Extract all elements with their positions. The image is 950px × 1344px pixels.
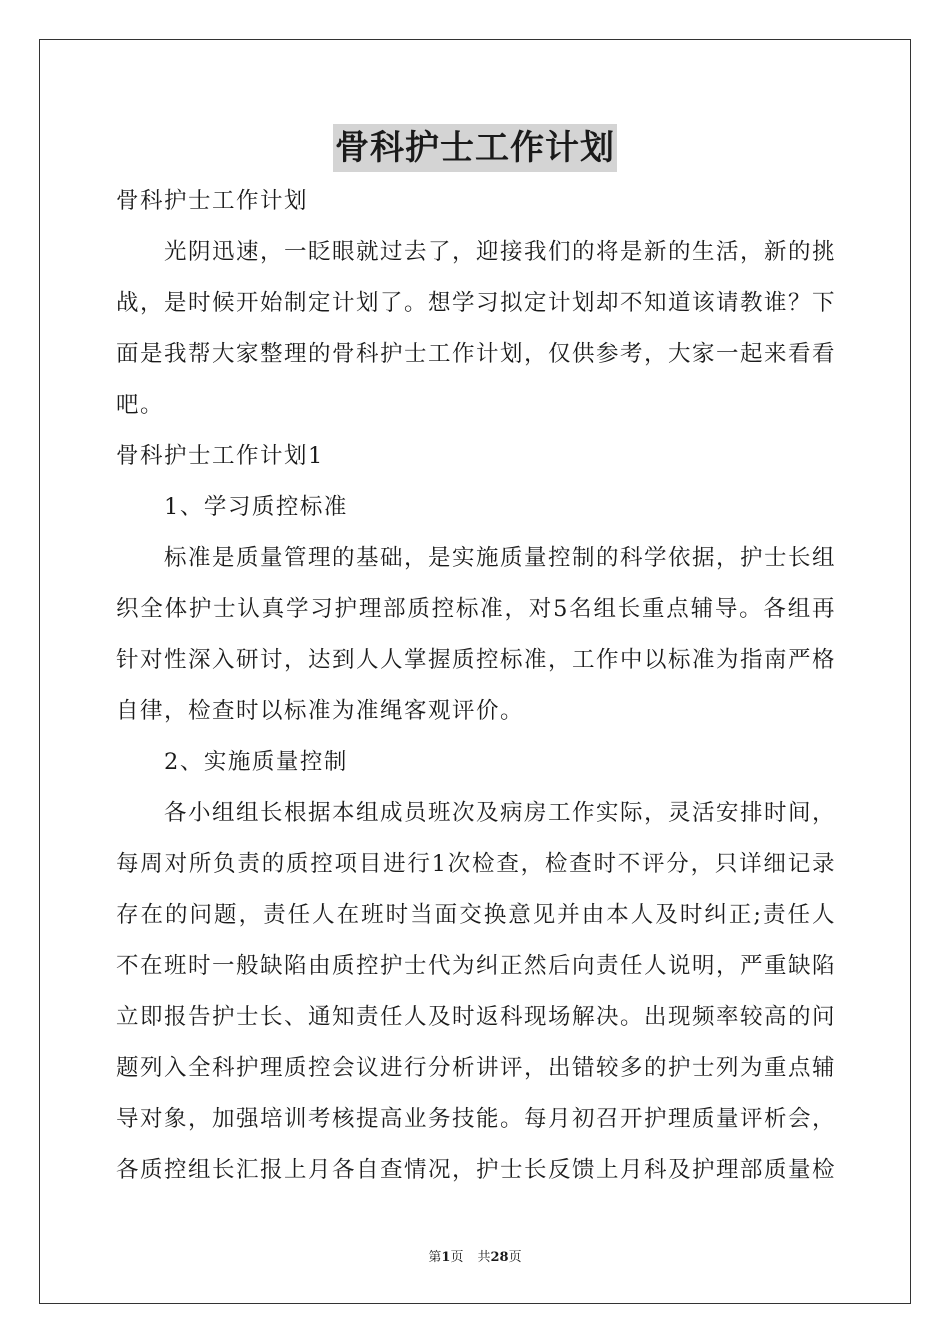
intro-paragraph: 光阴迅速，一眨眼就过去了，迎接我们的将是新的生活，新的挑战，是时候开始制定计划了。想学习拟定计划却不知道该请教谁？下面是我帮大家整理的骨科护士工作计划，仅供参考，大家一起来看看吧。 [116,239,837,418]
page-footer [0,1246,950,1265]
page-number: 第1页 [428,1250,464,1265]
body-paragraph: 各小组组长根据本组成员班次及病房工作实际，灵活安排时间，每周对所负责的质控项目进行1次检查，检查时不评分，只详细记录存在的问题，责任人在班时当面交换意见并由本人及时纠正;责任人不在班时一般缺陷由质控护士代为纠正然后向责任人说明，严重缺陷立即报告护士长、通知责任人及时返科现场解决。出现频率较高的问题列入全科护理质控会议进行分析讲评，出错较多的护士列为重点辅导对象，加强培训考核提高业务技能。每月初召开护理质量评析会，各质控组长汇报上月各自查情况，护士长反馈上月科及护理部质量检 [116,800,837,1183]
page-total: 共28页 [477,1250,522,1265]
document-title: 骨科护士工作计划 [333,124,617,172]
document-body [116,176,836,1196]
item-heading-1: 1、学习质控标准 [164,494,348,520]
document-title-block [0,124,950,172]
body-paragraph: 标准是质量管理的基础，是实施质量控制的科学依据，护士长组织全体护士认真学习护理部质控标准，对5名组长重点辅导。各组再针对性深入研讨，达到人人掌握质控标准，工作中以标准为指南严格自律，检查时以标准为准绳客观评价。 [116,545,837,724]
section-heading: 骨科护士工作计划 [116,188,309,214]
item-heading-2: 2、实施质量控制 [164,749,348,775]
plan-heading: 骨科护士工作计划1 [116,443,324,469]
